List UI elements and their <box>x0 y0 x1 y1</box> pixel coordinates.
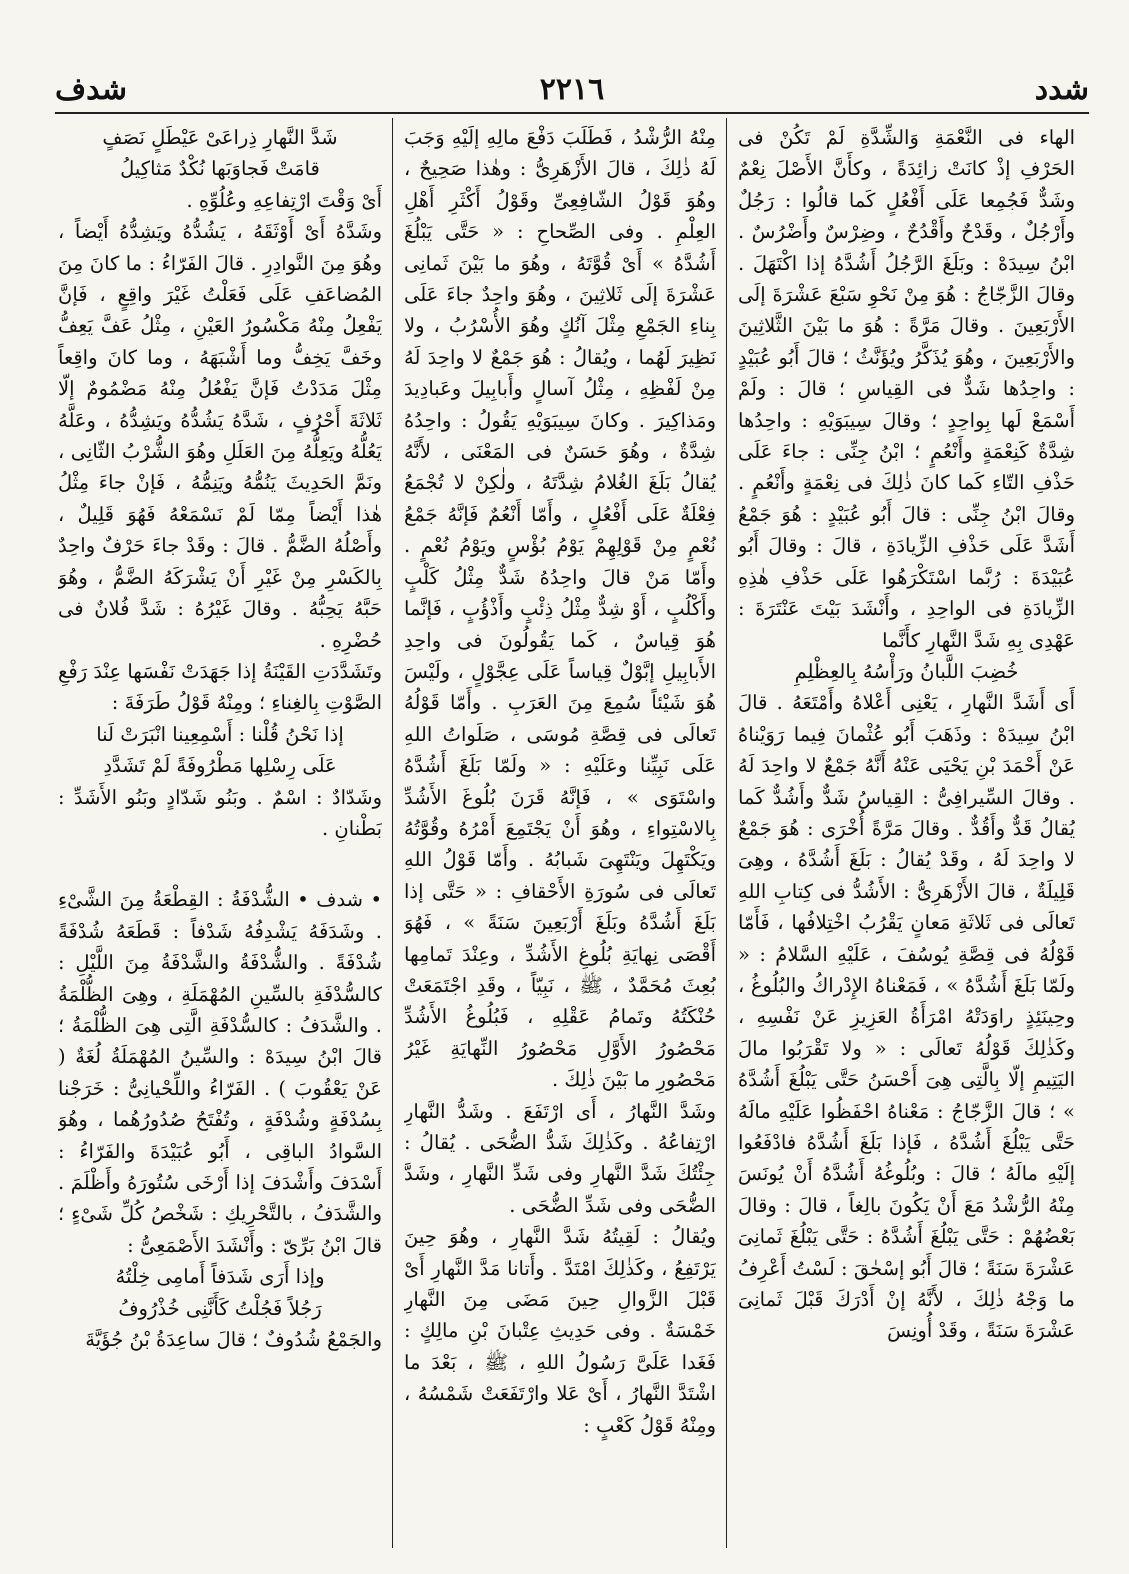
column-right <box>738 122 1075 1547</box>
header-right-word: شدد <box>1034 72 1089 107</box>
verse-line: قامَتْ فَجاوَبَها نُكْدٌ مَثاكِيلُ <box>120 157 320 181</box>
column-left <box>58 122 382 1547</box>
verse-line: شَدَّ النَّهارِ ذِراعَىْ عَيْطَلٍ نَصَفٍ <box>102 126 338 149</box>
entry-shdf: • شدف • الشُّدْفَةُ : القِطْعَةُ مِنَ الشَّىْءِ . وشَدَفَهُ يَشْدِفُهُ شَدْفاً : قَطَعَهُ شُدْفَةً شُدْفَةً . والشُّدْفَةُ والشَّدْفَةُ مِنَ اللَّيْلِ : كالسُّدْفَةِ بالسِّينِ المُهْمَلَةِ ، وهِىَ الظُّلْمَةُ . والشَّدَفُ : كالسُّدْفَةِ الَّتِى هِىَ الظُّلْمَةُ ؛ قالَ ابْنُ سِيدَهْ : والسِّينُ المُهْمَلَةُ لُغَةٌ ( عَنْ يَعْقُوبَ ) . الفَرّاءُ واللِّحْيانِىُّ : خَرَجْنا بِسُدْفَةٍ وشُدْفَةٍ ، وتُفْتَحُ صُدُورُهُما ، وهُوَ السَّوادُ الباقِى ، أَبُو عُبَيْدَةَ والفَرّاءُ : أَسْدَفَ وأَشْدَفَ إذا أَرْخَى سُتُورَهُ وأَظْلَمَ . والشَّدَفُ ، بالتَّحْرِيكِ : شَخْصُ كُلِّ شَىْءٍ ؛ قالَ ابْنُ بَرِّىّ : وأَنْشَدَ الأَصْمَعِىُّ : <box>58 888 382 1257</box>
paragraph: مِنْهُ الرُّشْدُ ، فَطَلَبَ دَفْعَ مالِهِ إلَيْهِ وَجَبَ لَهُ ذٰلِكَ ، قالَ الأَزْهَرِىُّ : وهٰذا صَحِيحٌ ، وهُوَ قَوْلُ الشّافِعِىِّ وقَوْلُ أَكْثَرِ أَهْلِ العِلْمِ . وفى الصِّحاحِ : « حَتَّى يَبْلُغَ أَشُدَّهُ » أَىْ قُوَّتَهُ ، وهُوَ ما بَيْنَ ثَمانِى عَشْرَةَ إلَى ثَلاثِينَ ، وهُوَ واحِدٌ جاءَ عَلَى بِناءِ الجَمْعِ مِثْلَ آنُكٍ وهُوَ الأُسْرُبُ ، ولا نَظِيرَ لَهُما ، ويُقالُ : هُوَ جَمْعٌ لا واحِدَ لَهُ مِنْ لَفْظِهِ ، مِثْلُ آسالٍ وأَبابِيلَ وعَبادِيدَ ومَذاكِيرَ . وكانَ سِيبَوَيْهِ يَقُولُ : واحِدُهُ شِدَّةٌ ، وهُوَ حَسَنٌ فى المَعْنَى ، لأَنَّهُ يُقالُ بَلَغَ الغُلامُ شِدَّتَهُ ، ولٰكِنْ لا تُجْمَعُ فِعْلَةٌ عَلَى أَفْعُلٍ ، وأَمّا أَنْعُمٌ فَإنَّهُ جَمْعُ نُعْمٍ مِنْ قَوْلِهِمْ يَوْمُ بُؤْسٍ ويَوْمُ نُعْمٍ . وأَمّا مَنْ قالَ واحِدُهُ شَدٌّ مِثْلُ كَلْبٍ وأَكْلُبٍ ، أَوْ شِدٌّ مِثْلُ ذِئْبٍ وأَذْؤُبٍ ، فَإنَّما هُوَ قِياسٌ ، كَما يَقُولُونَ فى واحِدِ الأَبابِيلِ إبَّوْلٌ قِياساً عَلَى عِجَّوْلٍ ، ولَيْسَ هُوَ شَيْئاً سُمِعَ مِنَ العَرَبِ . وأَمّا قَوْلُهُ تَعالَى فى قِصَّةِ مُوسَى ، صَلَواتُ اللهِ عَلَى نَبِيِّنا وعَلَيْهِ : « ولَمّا بَلَغَ أَشُدَّهُ واسْتَوَى » ، فَإنَّهُ قَرَنَ بُلُوغَ الأَشُدِّ بِالاسْتِواءِ ، وهُوَ أَنْ يَجْتَمِعَ أَمْرُهُ وقُوَّتُهُ ويَكْتَهِلَ ويَنْتَهِىَ شَبابُهُ . وأَمّا قَوْلُ اللهِ تَعالَى فى سُورَةِ الأَحْقافِ : « حَتَّى إذا بَلَغَ أَشُدَّهُ وبَلَغَ أَرْبَعِينَ سَنَةً » ، فَهُوَ أَقْصَى نِهايَةِ بُلُوغِ الأَشُدِّ ، وعِنْدَ تَمامِها بُعِثَ مُحَمَّدٌ ، ﷺ ، نَبِيّاً ، وقَدِ اجْتَمَعَتْ حُنْكَتُهُ وتَمامُ عَقْلِهِ ، فَبُلُوغُ الأَشُدِّ مَحْصُورُ الأَوَّلِ مَحْصُورُ النِّهايَةِ غَيْرُ مَحْصُورِ ما بَيْنَ ذٰلِكَ . <box>404 126 716 1092</box>
column-middle <box>404 122 716 1547</box>
header-rule <box>55 112 1089 114</box>
header-left-word: شدف <box>55 72 127 107</box>
paragraph: وتَشَدَّدَتِ القَيْنَةُ إذا جَهَدَتْ نَفْسَها عِنْدَ رَفْعِ الصَّوْتِ بِالغِناءِ ؛ ومِنْهُ قَوْلُ طَرَفَةَ : <box>58 659 382 715</box>
verse-line: رَجُلاً فَجُلْتُ كَأَنَّنِى خُذْرُوفُ <box>118 1296 322 1320</box>
paragraph: وشَدَّهُ أَىْ أَوْثَقَهُ ، يَشُدُّهُ ويَشِدُّهُ أَيْضاً ، وهُوَ مِنَ النَّوادِرِ . قالَ الفَرّاءُ : ما كانَ مِنَ المُضاعَفِ عَلَى فَعَلْتُ غَيْرَ واقِعٍ ، فَإنَّ يَفْعِلُ مِنْهُ مَكْسُورُ العَيْنِ ، مِثْلُ عَفَّ يَعِفُّ وخَفَّ يَخِفُّ وما أَشْبَهَهُ ، وما كانَ واقِعاً مِثْلَ مَدَدْتُ فَإنَّ يَفْعُلُ مِنْهُ مَضْمُومٌ إلّا ثَلاثَةَ أَحْرُفٍ ، شَدَّهُ يَشُدُّهُ ويَشِدُّهُ ، وعَلَّهُ يَعُلُّهُ ويَعِلُّهُ مِنَ العَلَلِ وهُوَ الشُّرْبُ الثّانِى ، ونَمَّ الحَدِيثَ يَنُمُّهُ ويَنِمُّهُ ، فَإنْ جاءَ مِثْلُ هٰذا أَيْضاً مِمّا لَمْ نَسْمَعْهُ فَهُوَ قَلِيلٌ ، وأَصْلُهُ الضَّمُّ . قالَ : وقَدْ جاءَ حَرْفٌ واحِدٌ بِالكَسْرِ مِنْ غَيْرِ أَنْ يَشْرَكَهُ الضَّمُّ ، وهُوَ حَبَّهُ يَحِبُّهُ . وقالَ غَيْرُهُ : شَدَّ فُلانٌ فى حُضْرِهِ . <box>58 220 382 652</box>
verse-line: عَلَى رِسْلِها مَطْرُوفَةً لَمْ تَشَدَّدِ <box>103 754 337 778</box>
paragraph: أَىْ وَقْتَ ارْتِفاعِهِ وعُلُوِّهِ . <box>186 188 382 212</box>
paragraph: أَى أَشَدَّ النَّهارِ ، يَعْنِى أَعْلاهُ وأَمْتَعَهُ . قالَ ابْنُ سِيدَهْ : وذَهَبَ أَبُو عُثْمانَ فِيما رَوَيْناهُ عَنْ أَحْمَدَ بْنِ يَحْيَى عَنْهُ أَنَّهُ جَمْعٌ لا واحِدَ لَهُ . وقالَ السِّيرافِىُّ : القِياسُ شَدٌّ وأَشُدٌّ كَما يُقالُ قَدٌّ وأَقُدٌّ . وقالَ مَرَّةً أُخْرَى : هُوَ جَمْعٌ لا واحِدَ لَهُ ، وقَدْ يُقالُ : بَلَغَ أَشُدَّهُ ، وهِىَ قَلِيلَةٌ ، قالَ الأَزْهَرِىُّ : الأَشُدُّ فى كِتابِ اللهِ تَعالَى فى ثَلاثَةِ مَعانٍ يَقْرُبُ اخْتِلافُها ، فَأَمّا قَوْلُهُ فى قِصَّةِ يُوسُفَ ، عَلَيْهِ السَّلامُ : « ولَمّا بَلَغَ أَشُدَّهُ » ، فَمَعْناهُ الإِدْراكُ والبُلُوغُ ، وحِينَئِذٍ راوَدَتْهُ امْرَأَةُ العَزِيزِ عَنْ نَفْسِهِ ، وكَذٰلِكَ قَوْلُهُ تَعالَى : « ولا تَقْرَبُوا مالَ اليَتِيمِ إلّا بِالَّتِى هِىَ أَحْسَنُ حَتَّى يَبْلُغَ أَشُدَّهُ » ؛ قالَ الزَّجّاجُ : مَعْناهُ احْفَظُوا عَلَيْهِ مالَهُ حَتَّى يَبْلُغَ أَشُدَّهُ ، فَإذا بَلَغَ أَشُدَّهُ فادْفَعُوا إلَيْهِ مالَهُ ؛ قالَ : وبُلُوغُهُ أَشُدَّهُ أَنْ يُونَسَ مِنْهُ الرُّشْدُ مَعَ أَنْ يَكُونَ بالِغاً ، قالَ : وقالَ بَعْضُهُمْ : حَتَّى يَبْلُغَ أَشُدَّهُ : حَتَّى يَبْلُغَ ثَمانِىَ عَشْرَةَ سَنَةً ؛ قالَ أَبُو إسْحٰقَ : لَسْتُ أَعْرِفُ ما وَجْهُ ذٰلِكَ ، لأَنَّهُ إنْ أَدْرَكَ قَبْلَ ثَمانِىَ عَشْرَةَ سَنَةً ، وقَدْ أُونِسَ <box>738 691 1075 1343</box>
paragraph: الهاء فى النَّعْمَةِ وَالشِّدَّةِ لَمْ تَكُنْ فى الحَرْفِ إذْ كانَتْ زائِدَةً ، وكأَنَّ الأَصْلَ نِعْمٌ وشَدٌّ فَجُمِعا عَلَى أَفْعُلٍ كَما قالُوا : رَجُلٌ وأَرْجُلٌ ، وقَدْحٌ وأَقْدُحٌ ، وضِرْسٌ وأَضْرُسٌ . ابْنُ سِيدَهْ : وبَلَغَ الرَّجُلُ أَشُدَّهُ إذا اكْتَهَلَ . وقالَ الزَّجّاجُ : هُوَ مِنْ نَحْوِ سَبْعَ عَشْرَةَ إلَى الأَرْبَعِينَ . وقالَ مَرَّةً : هُوَ ما بَيْنَ الثَّلاثِينَ والأَرْبَعِينَ ، وهُوَ يُذَكَّرُ ويُؤَنَّثُ ؛ قالَ أَبُو عُبَيْدٍ : واحِدُها شَدٌّ فى القِياسِ ؛ قالَ : ولَمْ أَسْمَعْ لَها بِواحِدٍ ؛ وقالَ سِيبَوَيْهِ : واحِدُها شِدَّةٌ كَنِعْمَةٍ وأَنْعُمٍ ؛ ابْنُ جِنِّى : جاءَ عَلَى حَذْفِ التّاءِ كَما كانَ ذٰلِكَ فى نِعْمَةٍ وأَنْعُمٍ . وقالَ ابْنُ جِنِّى : قالَ أَبُو عُبَيْدٍ : هُوَ جَمْعُ أَشَدَّ عَلَى حَذْفِ الزِّيادَةِ ، قالَ : وقالَ أَبُو عُبَيْدَةَ : رُبَّما اسْتَكْرَهُوا عَلَى حَذْفِ هٰذِهِ الزِّيادَةِ فى الواحِدِ ، وأَنْشَدَ بَيْتَ عَنْتَرَةَ : عَهْدِى بِهِ شَدَّ النَّهارِ كأَنَّما <box>738 126 1075 652</box>
paragraph: ويُقالُ : لَقِيتُهُ شَدَّ النَّهارِ ، وهُوَ حِينَ يَرْتَفِعُ ، وكَذٰلِكَ امْتَدَّ . وأَتانا مَدَّ النَّهارِ أَىْ قَبْلَ الزَّوالِ حِينَ مَضَى مِنَ النَّهارِ خَمْسَةٌ . وفى حَدِيثِ عِتْبانَ بْنِ مالِكٍ : فَغَدا عَلَىَّ رَسُولُ اللهِ ، ﷺ ، بَعْدَ ما اشْتَدَّ النَّهارُ ، أَىْ عَلا وارْتَفَعَتْ شَمْسُهُ ، ومِنْهُ قَوْلُ كَعْبٍ : <box>404 1225 716 1437</box>
verse-line: إذا نَحْنُ قُلْنا : أَسْمِعِينا انْبَرَتْ لَنا <box>96 722 344 746</box>
verse-line: خُضِبَ اللَّبانُ ورَأْسُهُ بِالعِظْلِمِ <box>794 659 1019 683</box>
column-divider-left <box>392 118 393 1548</box>
column-divider-right <box>726 118 727 1548</box>
page-header <box>55 72 1089 112</box>
paragraph: وشَدّادٌ : اسْمٌ . وبَنُو شَدّادٍ وبَنُو الأَشَدِّ : بَطْنانِ . <box>58 785 382 840</box>
paragraph: وشَدَّ النَّهارُ ، أَى ارْتَفَعَ . وشَدُّ النَّهارِ ارْتِفاعُهُ . وكَذٰلِكَ شَدُّ الضُّحَى . يُقالُ : جِئْتُكَ شَدَّ النَّهارِ وفى شَدِّ النَّهارِ ، وشَدَّ الضُّحَى وفى شَدِّ الضُّحَى . <box>404 1099 716 1217</box>
entry-gap <box>58 844 382 884</box>
paragraph: والجَمْعُ شُدُوفٌ ؛ قالَ ساعِدَةُ بْنُ جُؤَيَّةَ <box>85 1328 382 1352</box>
verse-line: وإذا أَرَى شَدَفاً أَمامِى خِلْتُهُ <box>115 1265 325 1289</box>
page-number: ٢٢١٦ <box>539 72 605 107</box>
